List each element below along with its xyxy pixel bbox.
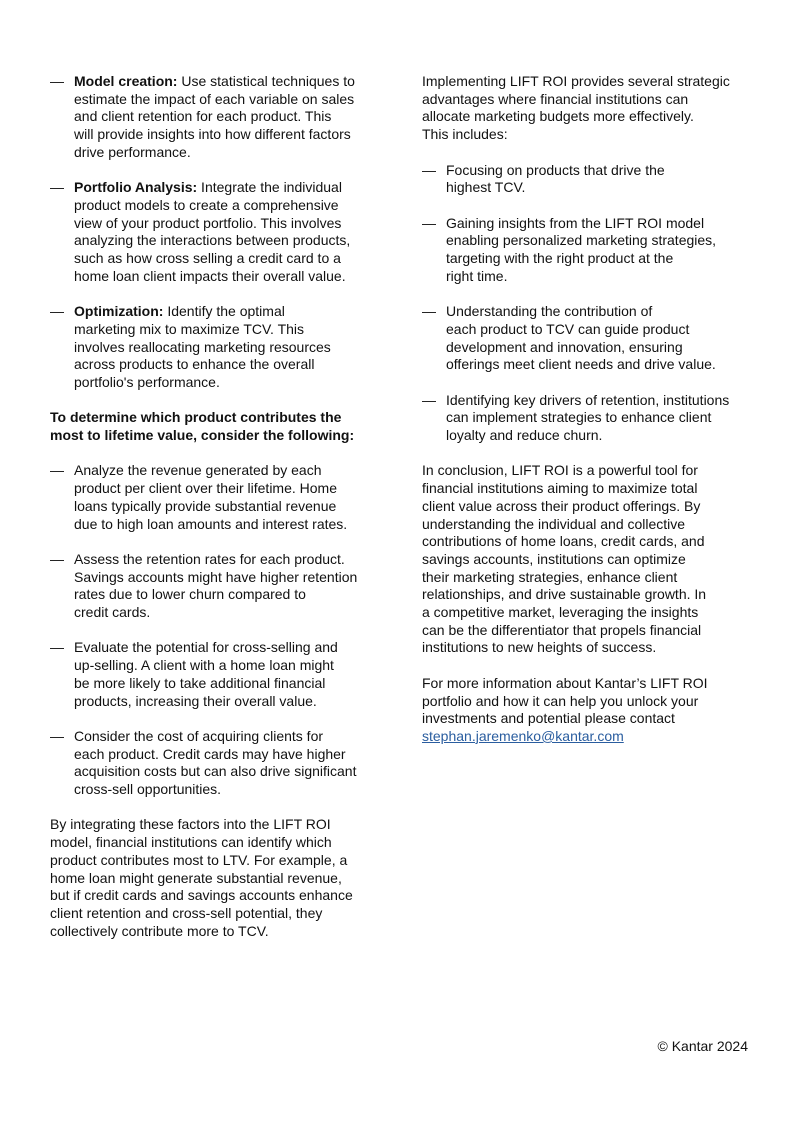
step-label: Portfolio Analysis: xyxy=(74,179,198,196)
dash-bullet: — xyxy=(50,303,64,320)
left-column xyxy=(50,73,380,958)
dash-bullet: — xyxy=(50,73,64,89)
dash-bullet: — xyxy=(422,161,436,178)
list-item-text xyxy=(74,303,331,390)
dash-bullet: — xyxy=(50,179,64,196)
list-item-text: Identifying key drivers of retention, institutions can implement strategies to enhance client loyalty and reduce churn. xyxy=(446,391,730,443)
dash-bullet: — xyxy=(50,550,64,567)
step-description: Use statistical techniques to estimate the impact of each variable on sales and client retention for each product. This will provide insights into how different factors drive performance. xyxy=(74,73,355,160)
list-item-text: Consider the cost of acquiring clients for each product. Credit cards may have higher acquisition costs but can also drive significant cross-sell opportunities. xyxy=(74,727,357,798)
dash-bullet: — xyxy=(50,639,64,656)
right-column xyxy=(422,73,752,763)
list-item xyxy=(50,551,380,622)
copyright-footer: © Kantar 2024 xyxy=(657,1038,748,1054)
list-item-text: Focusing on products that drive the highest TCV. xyxy=(446,161,665,196)
right-conclusion-paragraph: In conclusion, LIFT ROI is a powerful tool for financial institutions aiming to maximize total client value across their product offerings. By understanding the individual and collective contributions of home loans, credit cards, and savings accounts, institutions can optimize their marketing strategies, enhance client relationships, and drive sustainable growth. In a competitive market, leveraging the insights can be the differentiator that propels financial institutions to new heights of success. xyxy=(422,462,707,656)
list-item-text: Assess the retention rates for each product. Savings accounts might have higher retention rates due to lower churn compared to credit cards. xyxy=(74,550,358,621)
list-item xyxy=(50,73,380,162)
advantages-list xyxy=(422,162,752,445)
step-label: Optimization: xyxy=(74,303,164,320)
dash-bullet: — xyxy=(50,462,64,479)
list-item xyxy=(422,215,752,286)
list-item xyxy=(50,303,380,392)
list-item xyxy=(50,639,380,710)
section-heading: To determine which product contributes the most to lifetime value, consider the following: xyxy=(50,409,355,444)
method-steps-list xyxy=(50,73,380,392)
left-conclusion-paragraph: By integrating these factors into the LIFT ROI model, financial institutions can identify which product contributes most to LTV. For example, a home loan might generate substantial revenue, but if credit cards and savings accounts enhance client retention and cross-sell potential, they collectively contribute more to TCV. xyxy=(50,816,353,939)
dash-bullet: — xyxy=(422,303,436,320)
list-item-text: Evaluate the potential for cross-selling and up-selling. A client with a home loan might be more likely to take additional financial products, increasing their overall value. xyxy=(74,639,338,709)
list-item xyxy=(422,303,752,374)
list-item xyxy=(50,179,380,285)
list-item xyxy=(422,162,752,197)
contact-text: For more information about Kantar’s LIFT ROI portfolio and how it can help you unlock your investments and potential please contact xyxy=(422,674,708,727)
dash-bullet: — xyxy=(422,391,436,408)
list-item xyxy=(422,392,752,445)
dash-bullet: — xyxy=(50,727,64,744)
list-item-text xyxy=(74,179,350,284)
list-item-text: Understanding the contribution of each product to TCV can guide product development and innovation, ensuring offerings meet client needs and drive value. xyxy=(446,303,716,373)
intro-paragraph: Implementing LIFT ROI provides several strategic advantages where financial institutions can allocate marketing budgets more effectively. This includes: xyxy=(422,73,730,143)
considerations-list xyxy=(50,462,380,798)
list-item-text: Analyze the revenue generated by each product per client over their lifetime. Home loans typically provide substantial revenue due to high loan amounts and interest rates. xyxy=(74,462,348,532)
step-description: Identify the optimal marketing mix to maximize TCV. This involves reallocating marketing resources across products to enhance the overall portfolio's performance. xyxy=(74,303,331,390)
list-item xyxy=(50,462,380,533)
dash-bullet: — xyxy=(422,214,436,231)
list-item-text: Gaining insights from the LIFT ROI model enabling personalized marketing strategies, targeting with the right product at the right time. xyxy=(446,214,717,284)
step-description: Integrate the individual product models to create a comprehensive view of your product portfolio. This involves analyzing the interactions between products, such as how cross selling a credit card to a home loan client impacts their overall value. xyxy=(74,179,351,284)
contact-paragraph xyxy=(422,675,752,746)
list-item xyxy=(50,728,380,799)
email-link[interactable]: stephan.jaremenko@kantar.com xyxy=(422,727,624,744)
step-label: Model creation: xyxy=(74,73,178,89)
list-item-text xyxy=(74,73,355,160)
